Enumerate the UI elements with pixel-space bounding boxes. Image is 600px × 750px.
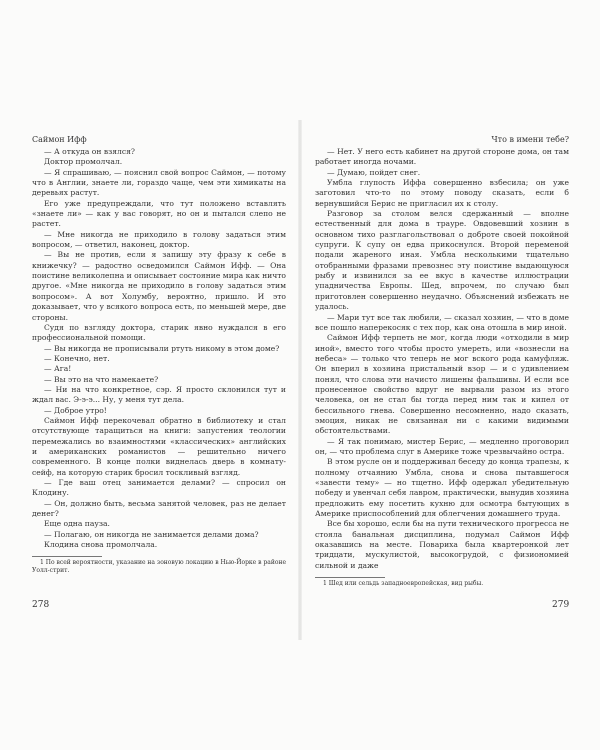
- paragraph: — Нет. У него есть кабинет на другой стороне дома, он там работает иногда ночами.: [315, 147, 569, 167]
- paragraph: — Ага!: [44, 364, 72, 374]
- paragraph: — А откуда он взялся?: [44, 147, 135, 156]
- paragraph: — Вы это на что намекаете?: [44, 374, 159, 384]
- paragraph: — Ни на что конкретное, сэр. Я просто склонился тут и ждал вас. Э-э-э... Ну, у меня тут дела.: [32, 384, 286, 405]
- left-footnote: 1 По всей вероятности, указание на зоновую локацию в Нью-Йорке в районе Уолл-стрит.: [32, 559, 286, 574]
- right-page: [315, 133, 569, 588]
- paragraph: — Где ваш отец занимается делами? — спросил он Клодину.: [32, 478, 286, 498]
- paragraph: — Я спрашиваю, — пояснил свой вопрос Саймон, — потому что в Англии, знаете ли, гораздо чаще, чем эти химикаты на деревьях растут.: [32, 167, 286, 198]
- paragraph: — Вы не против, если я запишу эту фразу к себе в книжечку? — радостно осведомился Саймон Ифф. — Она поистине великолепна и описывает состояние мира как ничто другое. «Мне никогда не приходило в голову задаться этим вопросом». А вот Холумбу, вероятно, пришло. И это доказывает, что у всякого вопроса есть, по меньшей мере, две стороны.: [32, 250, 286, 322]
- paragraph: Еще одна пауза.: [44, 519, 110, 529]
- paragraph: — Я так понимаю, мистер Берис, — медленно проговорил он, — что проблема слуг в Америке тоже чрезвычайно остра.: [315, 436, 569, 456]
- right-footnote: 1 Шед или сельдь западноевропейская, вид рыбы.: [323, 580, 484, 588]
- paragraph: Судя по взгляду доктора, старик явно нуждался в его профессиональной помощи.: [32, 322, 286, 343]
- paragraph: — Он, должно быть, весьма занятой человек, раз не делает денег?: [32, 498, 286, 519]
- paragraph: — Доброе утро!: [44, 405, 107, 415]
- paragraph: Саймон Ифф терпеть не мог, когда люди «отходили в мир иной», вместо того чтобы просто умереть, или «вознесли на небеса» — только что теперь не мог вского рода камуфляж. Он вперил в хозяина пристальный взор — и с удивлением понял, что слова эти начисто лишены фальшивы. И если все пронесенное свойство вдруг не вырвали разом из этого человека, он не стал бы тогда перед ним так и кипел от бессильного гнева. Совершенно несомненно, надо сказать, эмоция, никак не связанная ни с какими видимыми обстоятельствами.: [315, 333, 569, 436]
- paragraph: — Вы никогда не прописывали ртуть никому в этом доме?: [44, 343, 280, 353]
- paragraph: Саймон Ифф перекочевал обратно в библиотеку и стал отсутствующе таращиться на книги: запустения теологии перемежались во взаимностями «классических» английских и американских романистов — решительно ничего современного. В конце полки виднелась дверь в комнату-сейф, на которую старик бросил тоскливый взгляд.: [32, 415, 286, 477]
- paragraph: — Полагаю, он никогда не занимается делами дома?: [44, 529, 259, 539]
- paragraph: Разговор за столом велся сдержанный — вполне естественный для дома в трауре. Овдовевший хозяин в основном тихо разглагольствовал о доброте своей покойной супруги. К супу он едва прикоснулся. Второй переменой подали жареного иная. Умбла несколькими тщательно отобранными фразами превознес эту поистине выдающуюся рыбу и извинился за ее вкус в качестве иллюстрации упадничества Европы. Шед, впрочем, по случаю был приготовлен совершенно неудачно. Объяснений избежать не удалось.: [315, 209, 569, 312]
- paragraph: Его уже предупреждали, что тут положено вставлять «знаете ли» — как у вас говорят, но он и пытался слепо не растет.: [32, 198, 286, 229]
- paragraph: — Мне никогда не приходило в голову задаться этим вопросом, — ответил, наконец, доктор.: [32, 229, 286, 250]
- paragraph: Доктор промолчал.: [44, 157, 123, 167]
- right-running-head: Что в имени тебе?: [491, 135, 569, 144]
- book-gutter: [298, 120, 302, 640]
- left-running-head: Саймон Ифф: [32, 135, 87, 144]
- paragraph: Умбла глупость Иффа совершенно взбесила; он уже заготовил что-то по этому поводу сказать, если б вернувшийся Берис не пригласил их к столу.: [315, 178, 569, 208]
- footnote-rule: [32, 556, 102, 557]
- left-page: [32, 133, 286, 574]
- right-page-number: 279: [552, 600, 570, 610]
- footnote-rule: [315, 577, 385, 578]
- right-page-body: [315, 147, 569, 571]
- paragraph: — Мари тут все так любили, — сказал хозяин, — что в доме все пошло наперекосяк с тех пор, как она отошла в мир иной.: [315, 312, 569, 332]
- left-page-body: [32, 147, 286, 550]
- paragraph: — Думаю, пойдет снег.: [327, 167, 421, 177]
- left-page-number: 278: [32, 600, 50, 610]
- paragraph: В этом русле он и поддерживал беседу до конца трапезы, к полному отчаянию Умбла, снова и снова пытавшегося «завести тему» — но тщетно. Ифф одержал убедительную победу и увенчал себя лавром, практически, вынудив хозяина предложить ему посетить кухню для осмотра бытующих в Америке приспособлений для облегчения домашнего труда.: [315, 457, 569, 519]
- paragraph: Все бы хорошо, если бы на пути технического прогресса не стояла банальная дисциплина, подумал Саймон Ифф оказавшись на месте. Повариха была квартеронкой лет тридцати, мускулистой, высокогрудой, с физиономией сильной и даже: [315, 519, 569, 570]
- paragraph: Клодина снова промолчала.: [44, 540, 158, 550]
- paragraph: — Конечно, нет.: [44, 353, 110, 363]
